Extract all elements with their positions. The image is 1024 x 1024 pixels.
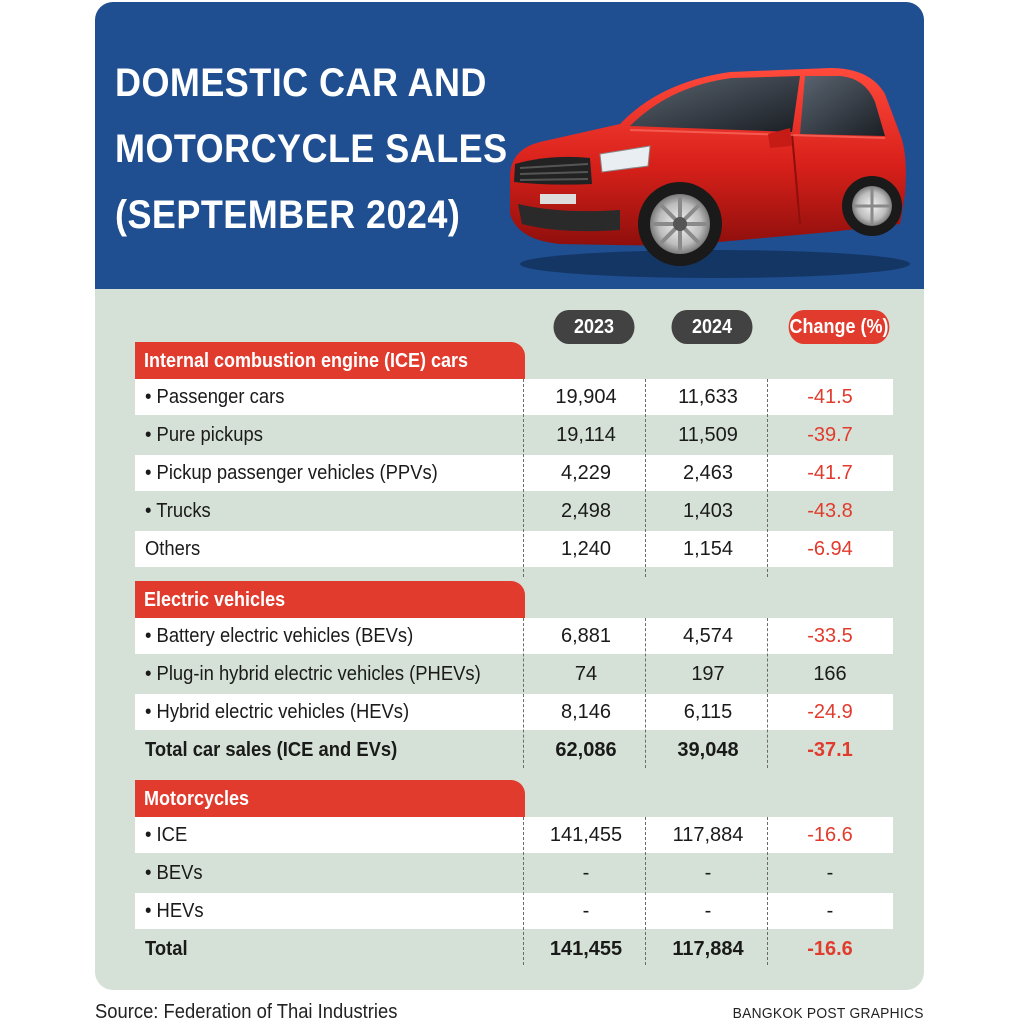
section-header-motorcycles: Motorcycles bbox=[135, 780, 525, 817]
header-banner bbox=[95, 2, 924, 289]
value-2023: 19,114 bbox=[556, 424, 616, 446]
value-change: -43.8 bbox=[807, 500, 853, 522]
value-2024: 197 bbox=[691, 663, 725, 685]
section-header-ev: Electric vehicles bbox=[135, 581, 525, 618]
value-2024: 117,884 bbox=[672, 824, 744, 846]
column-divider bbox=[645, 817, 646, 965]
table-row bbox=[135, 694, 893, 730]
table-row bbox=[135, 417, 893, 453]
row-label: Total bbox=[145, 938, 188, 960]
value-2024: 2,463 bbox=[682, 462, 734, 484]
row-label: • ICE bbox=[145, 824, 188, 846]
table-row bbox=[135, 379, 893, 415]
value-change: -6.94 bbox=[807, 538, 853, 560]
value-2023: 8,146 bbox=[560, 701, 612, 723]
table-row bbox=[135, 493, 893, 529]
chart-title bbox=[115, 50, 508, 248]
value-change: -16.6 bbox=[807, 824, 853, 846]
row-label: • BEVs bbox=[145, 862, 203, 884]
value-2023: - bbox=[582, 862, 590, 884]
column-divider bbox=[767, 618, 768, 768]
value-2023: 1,240 bbox=[560, 538, 612, 560]
value-2024: 117,884 bbox=[672, 938, 744, 960]
value-2023: 19,904 bbox=[555, 386, 617, 408]
column-divider bbox=[645, 618, 646, 768]
credit-line: BANGKOK POST GRAPHICS bbox=[732, 1005, 924, 1022]
row-label: • Passenger cars bbox=[145, 386, 285, 408]
infographic-card bbox=[95, 2, 924, 990]
value-2024: - bbox=[704, 900, 712, 922]
value-2023: 6,881 bbox=[560, 625, 612, 647]
red-car-illustration bbox=[500, 54, 910, 279]
column-divider bbox=[767, 817, 768, 965]
value-2024: - bbox=[704, 862, 712, 884]
table-row bbox=[135, 931, 893, 967]
value-2023: - bbox=[582, 900, 590, 922]
table-row bbox=[135, 893, 893, 929]
value-2023: 141,455 bbox=[549, 938, 623, 960]
value-2024: 39,048 bbox=[677, 739, 739, 761]
row-label: • HEVs bbox=[145, 900, 204, 922]
row-label: Total car sales (ICE and EVs) bbox=[145, 739, 398, 761]
value-2023: 4,229 bbox=[560, 462, 612, 484]
row-label: • Pure pickups bbox=[145, 424, 263, 446]
column-header-change: Change (%) bbox=[789, 310, 890, 344]
value-change: -39.7 bbox=[807, 424, 853, 446]
title-line-1: DOMESTIC CAR AND bbox=[115, 61, 487, 105]
row-label: Others bbox=[145, 538, 201, 560]
column-header-2023: 2023 bbox=[554, 310, 635, 344]
value-2023: 2,498 bbox=[560, 500, 612, 522]
value-2024: 6,115 bbox=[683, 701, 733, 723]
row-label: • Battery electric vehicles (BEVs) bbox=[145, 625, 414, 647]
table-row bbox=[135, 656, 893, 692]
title-line-3: (SEPTEMBER 2024) bbox=[115, 193, 461, 237]
title-line-2: MOTORCYCLE SALES bbox=[115, 127, 508, 171]
table-row bbox=[135, 531, 893, 567]
column-divider bbox=[523, 618, 524, 768]
section-header-ice: Internal combustion engine (ICE) cars bbox=[135, 342, 525, 379]
row-label: • Pickup passenger vehicles (PPVs) bbox=[145, 462, 438, 484]
column-divider bbox=[523, 379, 524, 577]
table-row bbox=[135, 455, 893, 491]
table-row bbox=[135, 855, 893, 891]
table-row bbox=[135, 618, 893, 654]
value-change: -24.9 bbox=[807, 701, 853, 723]
value-2023: 74 bbox=[574, 663, 598, 685]
value-change: - bbox=[826, 900, 834, 922]
row-label: • Hybrid electric vehicles (HEVs) bbox=[145, 701, 410, 723]
value-2023: 62,086 bbox=[555, 739, 617, 761]
value-change: 166 bbox=[813, 663, 847, 685]
source-note: Source: Federation of Thai Industries bbox=[95, 1001, 398, 1023]
column-divider bbox=[767, 379, 768, 577]
value-2024: 11,633 bbox=[678, 386, 738, 408]
table-row bbox=[135, 732, 893, 768]
row-label: • Plug-in hybrid electric vehicles (PHEVs) bbox=[145, 663, 481, 685]
value-change: - bbox=[826, 862, 834, 884]
sales-table bbox=[95, 289, 924, 990]
column-divider bbox=[645, 379, 646, 577]
value-2024: 1,403 bbox=[682, 500, 734, 522]
value-2024: 4,574 bbox=[682, 625, 734, 647]
column-divider bbox=[523, 817, 524, 965]
value-change: -41.5 bbox=[807, 386, 853, 408]
value-change: -41.7 bbox=[807, 462, 853, 484]
row-label: • Trucks bbox=[145, 500, 211, 522]
table-row bbox=[135, 817, 893, 853]
value-2023: 141,455 bbox=[549, 824, 623, 846]
value-change: -16.6 bbox=[807, 938, 853, 960]
value-change: -33.5 bbox=[807, 625, 853, 647]
value-2024: 1,154 bbox=[682, 538, 734, 560]
value-2024: 11,509 bbox=[678, 424, 738, 446]
column-header-2024: 2024 bbox=[672, 310, 753, 344]
value-change: -37.1 bbox=[807, 739, 853, 761]
